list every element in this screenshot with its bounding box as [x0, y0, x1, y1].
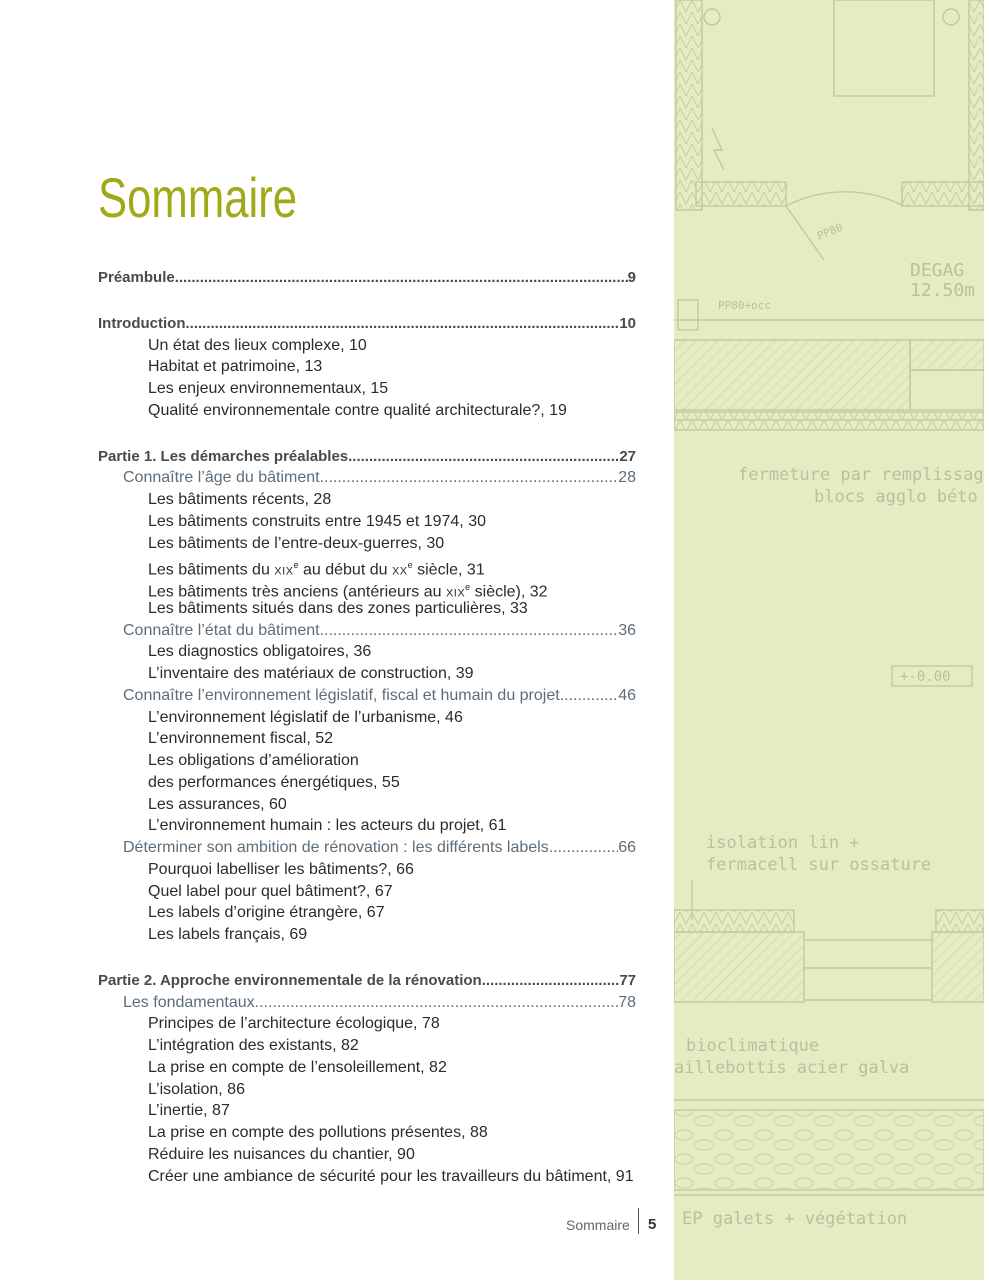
floor-plan-drawing	[674, 0, 984, 1280]
toc-dot-leader	[549, 837, 618, 859]
toc-section-entry: Habitat et patrimoine, 13	[148, 358, 323, 375]
toc-section-entry: Principes de l’architecture écologique, 78	[148, 1015, 440, 1032]
toc-entry-title: Partie 2. Approche environnementale de la rénovation	[98, 972, 482, 989]
toc-entry-text-part: e	[465, 582, 471, 592]
toc-entry-title: Partie 1. Les démarches préalables	[98, 448, 349, 465]
toc-chapter-entry	[98, 685, 636, 707]
toc-entry-title: Préambule	[98, 269, 175, 286]
toc-entry-title: Les fondamentaux	[123, 994, 255, 1011]
toc-dot-leader	[175, 267, 628, 289]
toc-section-entry: Les bâtiments de l’entre-deux-guerres, 30	[148, 535, 445, 552]
toc-entry-text-part: e	[293, 560, 299, 570]
toc-dot-leader	[560, 685, 619, 707]
toc-chapter-entry	[98, 992, 636, 1014]
toc-entry-title: Connaître l’état du bâtiment	[123, 622, 320, 639]
plan-label-pp80occ: PP80+occ	[718, 299, 771, 312]
toc-dot-leader	[348, 446, 619, 468]
toc-section-entry: Qualité environnementale contre qualité architecturale?, 19	[148, 402, 567, 419]
toc-dot-leader	[255, 992, 619, 1014]
toc-chapter-entry	[98, 837, 636, 859]
toc-section-entry: L’environnement humain : les acteurs du projet, 61	[148, 817, 507, 834]
toc-page-number: 77	[619, 972, 636, 989]
toc-page-number: 78	[618, 994, 636, 1011]
plan-label-bioclim: bioclimatique	[686, 1036, 820, 1056]
toc-section-entry: Les bâtiments construits entre 1945 et 1974, 30	[148, 513, 486, 530]
plan-label-room: DEGAG	[910, 260, 965, 281]
toc-section-entry: La prise en compte de l’ensoleillement, 82	[148, 1059, 447, 1076]
toc-section-entry	[98, 554, 686, 579]
toc-entry-title: Connaître l’âge du bâtiment	[123, 469, 320, 486]
toc-section-entry: L’intégration des existants, 82	[148, 1037, 359, 1054]
toc-entry-title: Connaître l’environnement législatif, fiscal et humain du projet	[123, 687, 560, 704]
toc-section-entry: L’isolation, 86	[148, 1081, 245, 1098]
toc-dot-leader	[320, 620, 619, 642]
toc-part-entry	[98, 313, 636, 335]
page-title: Sommaire	[98, 166, 298, 229]
footer-page-number: 5	[648, 1216, 657, 1233]
toc-section-entry	[98, 576, 686, 601]
plan-label-ep: EP galets + végétation	[682, 1209, 908, 1229]
toc-section-entry: des performances énergétiques, 55	[148, 774, 400, 791]
toc-section-entry: Les enjeux environnementaux, 15	[148, 380, 389, 397]
toc-entry-text-part: siècle, 31	[412, 561, 485, 579]
toc-entry-text-part: XX	[391, 565, 408, 578]
plan-label-caillebottis: aillebottis acier galva	[674, 1058, 910, 1078]
plan-label-fermeture: fermeture par remplissag	[738, 465, 984, 485]
toc-page-number: 9	[627, 269, 636, 286]
toc-page-number: 28	[618, 469, 636, 486]
toc-section-entry: Créer une ambiance de sécurité pour les travailleurs du bâtiment, 91	[148, 1168, 634, 1185]
toc-entry-text-part: siècle), 32	[470, 583, 548, 601]
plan-label-fermacell: fermacell sur ossature	[706, 855, 932, 875]
toc-section-entry: Les labels d’origine étrangère, 67	[148, 904, 385, 921]
toc-section-entry: La prise en compte des pollutions présentes, 88	[148, 1124, 488, 1141]
toc-section-entry: Les assurances, 60	[148, 796, 287, 813]
toc-part-entry	[98, 267, 636, 289]
toc-part-entry	[98, 446, 636, 468]
toc-entry-text-part: au début du	[298, 561, 392, 579]
plan-label-level: +-0.00	[900, 669, 951, 685]
plan-label-isolation: isolation lin +	[706, 833, 860, 853]
plan-label-area: 12.50m	[910, 280, 976, 301]
toc-page-number: 66	[618, 839, 636, 856]
toc-section-entry: Les diagnostics obligatoires, 36	[148, 643, 372, 660]
toc-chapter-entry	[98, 620, 636, 642]
toc-section-entry: Quel label pour quel bâtiment?, 67	[148, 883, 393, 900]
toc-page-number: 46	[618, 687, 636, 704]
toc-entry-title: Déterminer son ambition de rénovation : les différents labels	[123, 839, 549, 856]
toc-section-entry: L’environnement fiscal, 52	[148, 730, 333, 747]
toc-entry-title: Introduction	[98, 315, 186, 332]
footer-divider	[638, 1208, 639, 1234]
toc-entry-text-part: Les bâtiments du	[148, 561, 275, 579]
toc-section-entry: L’environnement législatif de l’urbanisme, 46	[148, 709, 463, 726]
toc-dot-leader	[320, 467, 619, 489]
toc-section-entry: Les bâtiments situés dans des zones particulières, 33	[148, 600, 528, 617]
toc-page-number: 10	[619, 315, 636, 332]
toc-entry-text-part: XIX	[445, 587, 466, 600]
toc-entry-text-part: e	[407, 560, 413, 570]
architectural-plan-background	[674, 0, 984, 1280]
toc-section-entry: Les labels français, 69	[148, 926, 308, 943]
toc-page-number: 36	[618, 622, 636, 639]
toc-section-entry: Les obligations d’amélioration	[148, 752, 359, 769]
plan-label-pp80: PP80	[815, 220, 845, 243]
toc-chapter-entry	[98, 467, 636, 489]
toc-section-entry: L’inertie, 87	[148, 1102, 230, 1119]
footer-section-label: Sommaire	[566, 1217, 630, 1233]
toc-entry-text-part: Les bâtiments très anciens (antérieurs au	[148, 583, 446, 601]
toc-page-number: 27	[619, 448, 636, 465]
toc-section-entry: Pourquoi labelliser les bâtiments?, 66	[148, 861, 414, 878]
toc-dot-leader	[482, 970, 620, 992]
toc-section-entry: Réduire les nuisances du chantier, 90	[148, 1146, 415, 1163]
plan-label-blocs: blocs agglo béto	[814, 487, 978, 507]
toc-dot-leader	[185, 313, 619, 335]
toc-section-entry: L’inventaire des matériaux de construction, 39	[148, 665, 474, 682]
toc-entry-text-part: XIX	[274, 565, 294, 578]
toc-part-entry	[98, 970, 636, 992]
toc-section-entry: Un état des lieux complexe, 10	[148, 337, 367, 354]
toc-section-entry: Les bâtiments récents, 28	[148, 491, 332, 508]
